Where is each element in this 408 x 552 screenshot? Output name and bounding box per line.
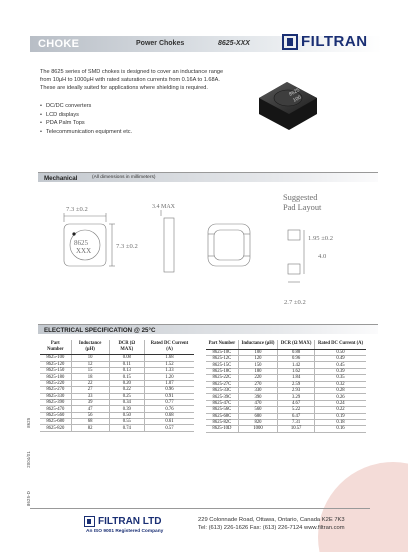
table-cell: 0.45 <box>315 362 366 368</box>
table-cell: 8625-150 <box>40 367 71 373</box>
table-cell: 8625-15C <box>206 362 238 368</box>
table-cell: 0.13 <box>109 367 144 373</box>
col-header-dcr: DCR (Ω MAX) <box>278 340 315 349</box>
table-cell: 0.26 <box>315 394 366 400</box>
top-view-marking-line1: 8625 <box>74 239 88 247</box>
table-cell: 0.08 <box>109 355 144 361</box>
table-cell: 8625-47C <box>206 400 238 406</box>
table-cell: 0.74 <box>109 425 144 431</box>
table-cell: 0.18 <box>315 419 366 425</box>
table-cell: 0.76 <box>145 406 194 412</box>
table-cell: 0.11 <box>109 361 144 367</box>
document-reference <box>26 396 31 506</box>
table-cell: 10.57 <box>278 426 315 432</box>
table-cell: 8625-10C <box>206 349 238 355</box>
table-cell: 1.20 <box>145 374 194 380</box>
electrical-title: ELECTRICAL SPECIFICATION @ 25°C <box>44 326 156 334</box>
table-cell: 8625-56C <box>206 407 238 413</box>
table-cell: 33 <box>71 393 109 399</box>
footer-address: 229 Colonnade Road, Ottawa, Ontario, Canada K2E 7K3 <box>198 517 345 523</box>
table-cell: 1.68 <box>145 355 194 361</box>
doc-ref-b: 2004/01 <box>26 451 31 468</box>
table-cell: 68 <box>71 419 109 425</box>
pad-span-dimension: 2.7 ±0.2 <box>284 299 306 306</box>
table-cell: 10 <box>71 355 109 361</box>
table-cell: 8625-33C <box>206 387 238 393</box>
filtran-logo-icon <box>84 516 95 527</box>
footer-contact[interactable]: Tel: (613) 226-1626 Fax: (613) 226-7124 www.filtran.com <box>198 525 345 531</box>
table-cell: 0.28 <box>315 387 366 393</box>
table-cell: 8625-470 <box>40 406 71 412</box>
table-cell: 8625-680 <box>40 419 71 425</box>
mechanical-note: (All dimensions in millimeters) <box>92 175 156 181</box>
table-cell: 1.42 <box>278 362 315 368</box>
table-cell: 4.67 <box>278 400 315 406</box>
table-cell: 0.16 <box>315 426 366 432</box>
table-cell: 8625-39C <box>206 394 238 400</box>
pad-gap-dimension: 4.0 <box>318 253 327 260</box>
corner-decoration <box>318 462 408 552</box>
table-cell: 0.61 <box>145 419 194 425</box>
spec-table-left <box>40 340 194 432</box>
table-row <box>40 425 194 431</box>
pad-width-dimension: 1.95 ±0.2 <box>308 235 334 242</box>
table-cell: 5.22 <box>278 407 315 413</box>
table-cell: 0.22 <box>315 407 366 413</box>
footer-company-name: FILTRAN LTD <box>98 516 162 527</box>
col-header-part-number: Part Number <box>206 340 238 349</box>
product-category: CHOKE <box>38 38 80 50</box>
table-cell: 8625-100 <box>40 355 71 361</box>
table-cell: 7.31 <box>278 419 315 425</box>
feature-item: • PDA Palm Tops <box>40 119 132 128</box>
table-cell: 0.25 <box>109 393 144 399</box>
table-cell: 1.33 <box>145 367 194 373</box>
photo-marking-line1: 8625 <box>288 87 301 98</box>
table-cell: 0.22 <box>109 387 144 393</box>
table-row <box>206 426 366 432</box>
table-cell: 0.55 <box>109 419 144 425</box>
table-cell: 2.93 <box>278 387 315 393</box>
pin-one-dot <box>72 232 75 235</box>
table-cell: 820 <box>238 419 277 425</box>
table-cell: 0.19 <box>315 413 366 419</box>
table-cell: 8625-22C <box>206 375 238 381</box>
table-cell: 0.39 <box>109 406 144 412</box>
col-header-rated-current: Rated DC Current (A) <box>315 340 366 349</box>
pad-layout-title-line1: Suggested <box>283 193 318 202</box>
part-series: 8625-XXX <box>218 40 250 47</box>
table-cell: 8625-330 <box>40 393 71 399</box>
table-cell: 8625-12C <box>206 355 238 361</box>
table-cell: 220 <box>238 375 277 381</box>
electrical-section-bar <box>38 324 378 334</box>
choke-photo <box>255 74 321 132</box>
filtran-logo-text: FILTRAN <box>301 33 368 50</box>
mechanical-drawing <box>38 186 378 316</box>
table-cell: 0.34 <box>109 399 144 405</box>
table-cell: 1.62 <box>278 368 315 374</box>
table-cell: 8625-82C <box>206 419 238 425</box>
mechanical-section-bar <box>38 172 378 182</box>
table-cell: 100 <box>238 349 277 355</box>
table-cell: 39 <box>71 399 109 405</box>
iso-registration: An ISO 9001 Registered Company <box>86 529 164 534</box>
doc-ref-a: 8625-D <box>26 491 31 506</box>
table-cell: 0.49 <box>315 355 366 361</box>
col-header-rated-current: Rated DC Current (A) <box>145 340 194 355</box>
filtran-logo-icon <box>282 34 298 50</box>
col-header-part-number: Part Number <box>40 340 71 355</box>
table-cell: 270 <box>238 381 277 387</box>
table-cell: 56 <box>71 412 109 418</box>
table-cell: 0.57 <box>145 425 194 431</box>
table-cell: 0.91 <box>145 393 194 399</box>
table-cell: 82 <box>71 425 109 431</box>
footer-divider <box>30 508 370 509</box>
table-cell: 180 <box>238 368 277 374</box>
table-cell: 8625-220 <box>40 380 71 386</box>
top-width-dimension: 7.3 ±0.2 <box>66 206 88 213</box>
col-header-inductance: Inductance (μH) <box>71 340 109 355</box>
feature-item: • LCD displays <box>40 111 132 120</box>
table-cell: 8625-10D <box>206 426 238 432</box>
table-cell: 0.39 <box>315 368 366 374</box>
col-header-dcr: DCR (Ω MAX) <box>109 340 144 355</box>
table-cell: 6.47 <box>278 413 315 419</box>
table-cell: 2.59 <box>278 381 315 387</box>
table-cell: 470 <box>238 400 277 406</box>
table-cell: 8625-120 <box>40 361 71 367</box>
table-cell: 0.35 <box>315 375 366 381</box>
table-cell: 3.29 <box>278 394 315 400</box>
table-cell: 15 <box>71 367 109 373</box>
table-cell: 0.96 <box>145 387 194 393</box>
table-cell: 150 <box>238 362 277 368</box>
table-cell: 680 <box>238 413 277 419</box>
table-cell: 0.20 <box>109 380 144 386</box>
footer-logo <box>84 516 162 527</box>
filtran-logo <box>282 33 368 50</box>
intro-paragraph: The 8625 series of SMD chokes is designed to cover an inductance range from 10μH to 1000μH with rated saturation currents from 0.16A to 1.68A. These are ideally suited for applications where shielding is required. <box>40 69 224 91</box>
table-cell: 8625-68C <box>206 413 238 419</box>
table-cell: 0.68 <box>145 412 194 418</box>
side-height-dimension: 3.4 MAX <box>152 204 176 210</box>
pad-layout-title-line2: Pad Layout <box>283 203 322 212</box>
table-cell: 22 <box>71 380 109 386</box>
table-cell: 8625-18C <box>206 368 238 374</box>
doc-ref-c: 8625 <box>26 417 31 428</box>
table-header-row <box>40 340 194 355</box>
table-cell: 0.96 <box>278 355 315 361</box>
table-cell: 8625-180 <box>40 374 71 380</box>
table-cell: 12 <box>71 361 109 367</box>
product-subtitle: Power Chokes <box>136 40 185 47</box>
feature-list <box>40 102 132 136</box>
table-cell: 0.50 <box>109 412 144 418</box>
table-cell: 560 <box>238 407 277 413</box>
table-cell: 390 <box>238 394 277 400</box>
table-cell: 47 <box>71 406 109 412</box>
table-cell: 1.52 <box>145 361 194 367</box>
table-cell: 8625-27C <box>206 381 238 387</box>
table-cell: 18 <box>71 374 109 380</box>
feature-item: • Telecommunication equipment etc. <box>40 128 132 137</box>
table-cell: 8625-270 <box>40 387 71 393</box>
table-cell: 0.24 <box>315 400 366 406</box>
table-cell: 1.84 <box>278 375 315 381</box>
table-cell: 0.77 <box>145 399 194 405</box>
table-cell: 0.88 <box>278 349 315 355</box>
table-cell: 0.15 <box>109 374 144 380</box>
top-view-marking-line2: XXX <box>76 247 92 255</box>
table-cell: 27 <box>71 387 109 393</box>
table-cell: 1000 <box>238 426 277 432</box>
col-header-inductance: Inductance (μH) <box>238 340 277 349</box>
table-cell: 0.32 <box>315 381 366 387</box>
table-header-row <box>206 340 366 349</box>
table-cell: 0.50 <box>315 349 366 355</box>
spec-table-right <box>206 340 366 433</box>
table-cell: 330 <box>238 387 277 393</box>
table-cell: 1.07 <box>145 380 194 386</box>
table-cell: 120 <box>238 355 277 361</box>
photo-marking-line2: 100 <box>292 94 303 104</box>
table-cell: 8625-390 <box>40 399 71 405</box>
table-cell: 8625-560 <box>40 412 71 418</box>
feature-item: • DC/DC converters <box>40 102 132 111</box>
table-cell: 8625-820 <box>40 425 71 431</box>
mechanical-title: Mechanical <box>44 174 78 182</box>
top-height-dimension: 7.3 ±0.2 <box>116 243 138 250</box>
